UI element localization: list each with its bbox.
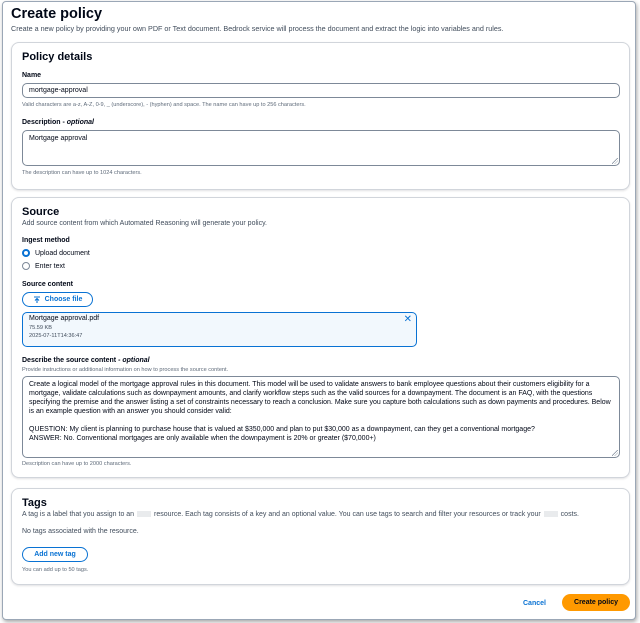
describe-source-hint: Provide instructions or additional information on how to process the source content. bbox=[22, 367, 229, 373]
create-policy-button[interactable]: Create policy bbox=[562, 594, 630, 611]
policy-details-container bbox=[11, 42, 630, 190]
redacted-text bbox=[137, 511, 151, 517]
close-icon[interactable]: ✕ bbox=[403, 314, 412, 325]
tags-empty-state: No tags associated with the resource. bbox=[22, 528, 139, 535]
policy-details-heading: Policy details bbox=[22, 51, 93, 63]
file-date: 2025-07-11T14:36:47 bbox=[29, 333, 83, 339]
choose-file-button[interactable] bbox=[22, 292, 93, 307]
page-description: Create a new policy by providing your own PDF or Text document. Bedrock service will process the document and extract the logic into variables and rules. bbox=[11, 24, 504, 33]
description-hint: The description can have up to 1024 characters. bbox=[22, 170, 142, 176]
tags-description: A tag is a label that you assign to an resource. Each tag consists of a key and an optional value. You can use tags to search and filter your resources or track your costs. bbox=[22, 511, 579, 518]
resize-handle[interactable] bbox=[612, 450, 618, 456]
source-heading: Source bbox=[22, 206, 60, 218]
tags-container bbox=[11, 488, 630, 585]
file-size: 75.59 KB bbox=[29, 325, 53, 331]
uploaded-file-token bbox=[22, 312, 417, 347]
tags-limit-hint: You can add up to 50 tags. bbox=[22, 567, 89, 573]
cancel-button[interactable]: Cancel bbox=[523, 600, 546, 607]
describe-answer: ANSWER: No. Conventional mortgages are only available when the downpayment is 20% or greater ($70,000+) bbox=[29, 435, 376, 442]
source-content-label: Source content bbox=[22, 281, 73, 288]
description-label: Description - optional bbox=[22, 119, 94, 126]
name-input[interactable]: mortgage-approval bbox=[22, 83, 620, 98]
redacted-text bbox=[544, 511, 558, 517]
source-subtitle: Add source content from which Automated Reasoning will generate your policy. bbox=[22, 220, 268, 227]
source-container bbox=[11, 197, 630, 478]
describe-limit-hint: Description can have up to 2000 characters. bbox=[22, 461, 132, 467]
describe-paragraph: Create a logical model of the mortgage approval rules in this document. This model will be used to validate answers to bank employee questions about their customers eligibility for a mortgage, validate calculations such as downpayment amounts, and clarify workflow steps such as the valid sources for a downpayment. The document is an FAQ, with the questions specifying the premise and the answer listing a set of constraints necessary to reach a conclusion. Make sure you capture both calculations such as down payments and procedures. Below is an example question with an answer you should consider valid: bbox=[29, 381, 611, 415]
upload-icon bbox=[33, 296, 41, 304]
describe-source-label: Describe the source content - optional bbox=[22, 357, 150, 364]
add-new-tag-button[interactable]: Add new tag bbox=[22, 547, 88, 562]
resize-handle[interactable] bbox=[612, 158, 618, 164]
file-name: Mortgage approval.pdf bbox=[29, 315, 100, 322]
page-title: Create policy bbox=[11, 6, 103, 22]
choose-file-label: Choose file bbox=[44, 296, 83, 303]
name-label: Name bbox=[22, 72, 42, 79]
description-textarea[interactable] bbox=[22, 130, 620, 166]
tags-heading: Tags bbox=[22, 497, 47, 509]
ingest-method-label: Ingest method bbox=[22, 237, 70, 244]
describe-question: QUESTION: My client is planning to purchase house that is valued at $350,000 and plan to put $30,000 as a downpayment, can they get a conventional mortgage? bbox=[29, 426, 535, 433]
radio-text-label: Enter text bbox=[35, 262, 65, 270]
name-hint: Valid characters are a-z, A-Z, 0-9, _ (underscore), - (hyphen) and space. The name can have up to 256 characters. bbox=[22, 102, 306, 108]
radio-unselected-icon[interactable] bbox=[22, 262, 30, 270]
radio-enter-text[interactable] bbox=[22, 261, 65, 271]
describe-source-textarea[interactable] bbox=[22, 376, 620, 458]
radio-upload-label: Upload document bbox=[35, 249, 90, 257]
radio-selected-icon[interactable] bbox=[22, 249, 30, 257]
description-value: Mortgage approval bbox=[29, 135, 88, 142]
radio-upload-document[interactable] bbox=[22, 248, 90, 258]
create-policy-page bbox=[2, 1, 636, 620]
